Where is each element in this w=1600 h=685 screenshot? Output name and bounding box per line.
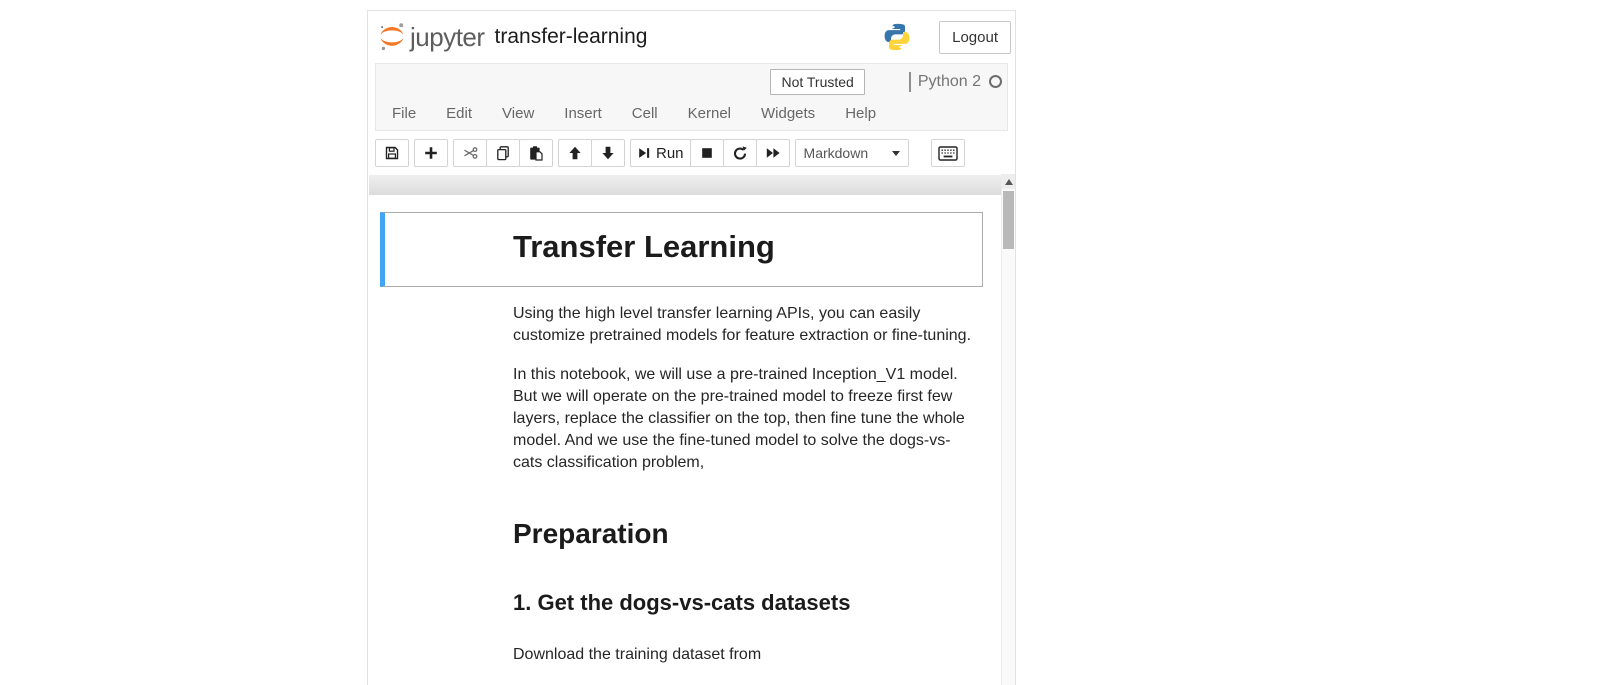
save-button[interactable] <box>375 139 409 167</box>
chevron-down-icon <box>892 151 900 156</box>
menu-insert[interactable]: Insert <box>564 105 602 122</box>
restart-kernel-button[interactable] <box>723 139 757 167</box>
markdown-paragraph: In this notebook, we will use a pre-trained Inception_V1 model. But we will operate on the pre-trained model to freeze first few layers, replace the classifier on the top, then fine tune the whole model. And we use the fine-tuned model to solve the dogs-vs-cats classification problem, <box>513 365 965 471</box>
arrow-up-icon <box>567 145 583 161</box>
plus-icon <box>423 145 439 161</box>
scrollbar-thumb[interactable] <box>1003 191 1014 249</box>
run-button[interactable] <box>630 139 691 167</box>
menu-kernel[interactable]: Kernel <box>687 105 731 122</box>
kernel-idle-icon <box>989 75 1002 88</box>
jupyter-logo-icon <box>378 20 406 54</box>
kernel-indicator-group <box>909 72 1002 92</box>
keyboard-icon <box>938 146 958 161</box>
menu-cell[interactable]: Cell <box>631 105 658 122</box>
cut-cell-button[interactable] <box>453 139 487 167</box>
logout-button[interactable]: Logout <box>939 21 1011 54</box>
move-cell-down-button[interactable] <box>591 139 625 167</box>
scroll-up-arrow-icon <box>1005 179 1013 185</box>
menu-widgets[interactable]: Widgets <box>761 105 816 122</box>
markdown-paragraph: Download the training dataset from <box>513 645 762 663</box>
interrupt-kernel-button[interactable] <box>690 139 724 167</box>
cell-heading-h1: Transfer Learning <box>513 229 775 264</box>
menu-area <box>375 63 1008 131</box>
python-logo-icon <box>882 22 912 52</box>
move-cell-up-button[interactable] <box>558 139 592 167</box>
menu-edit[interactable]: Edit <box>446 105 473 122</box>
menu-view[interactable]: View <box>502 105 535 122</box>
notebook-header <box>368 11 1015 63</box>
run-group <box>630 139 790 167</box>
jupyter-logo-text: jupyter <box>410 22 485 52</box>
copy-cell-button[interactable] <box>486 139 520 167</box>
restart-run-all-button[interactable] <box>756 139 790 167</box>
jupyter-notebook-app <box>367 10 1016 685</box>
copy-icon <box>495 145 511 161</box>
notebook-title[interactable]: transfer-learning <box>494 25 648 48</box>
paste-cell-button[interactable] <box>519 139 553 167</box>
restart-icon <box>732 145 748 161</box>
vertical-scrollbar[interactable] <box>1001 174 1015 685</box>
cell-heading-h3: 1. Get the dogs-vs-cats datasets <box>513 589 851 615</box>
command-palette-button[interactable] <box>931 139 965 167</box>
markdown-cells[interactable] <box>368 303 972 666</box>
jupyter-logo[interactable] <box>378 18 485 56</box>
kernel-divider <box>909 72 911 92</box>
toolbar <box>368 131 1015 175</box>
notebook-scroll-area[interactable] <box>368 195 1015 685</box>
scissors-icon <box>462 145 479 161</box>
status-row <box>376 64 1007 97</box>
trust-badge[interactable]: Not Trusted <box>770 69 864 95</box>
menu-help[interactable]: Help <box>845 105 877 122</box>
menu-file[interactable]: File <box>392 105 417 122</box>
insert-group <box>414 139 448 167</box>
markdown-paragraph: Using the high level transfer learning APIs, you can easily customize pretrained models for feature extraction or fine-tuning. <box>513 304 972 344</box>
step-forward-icon <box>637 146 651 160</box>
save-group <box>375 139 409 167</box>
cell-type-value: Markdown <box>803 145 869 161</box>
edit-group <box>453 139 553 167</box>
save-icon <box>384 145 400 161</box>
stop-icon <box>700 146 714 160</box>
arrow-down-icon <box>600 145 616 161</box>
menubar <box>376 97 1007 130</box>
kernel-name: Python 2 <box>917 72 981 90</box>
cell-heading-h2: Preparation <box>513 517 669 549</box>
header-shadow-bar <box>369 175 1014 195</box>
run-button-label: Run <box>656 144 684 162</box>
move-group <box>558 139 625 167</box>
markdown-cell-selected[interactable] <box>380 212 983 287</box>
insert-cell-below-button[interactable] <box>414 139 448 167</box>
fast-forward-icon <box>765 145 781 161</box>
cell-type-dropdown[interactable] <box>795 139 909 167</box>
paste-icon <box>528 145 544 161</box>
scrollbar-up-button[interactable] <box>1002 174 1015 189</box>
